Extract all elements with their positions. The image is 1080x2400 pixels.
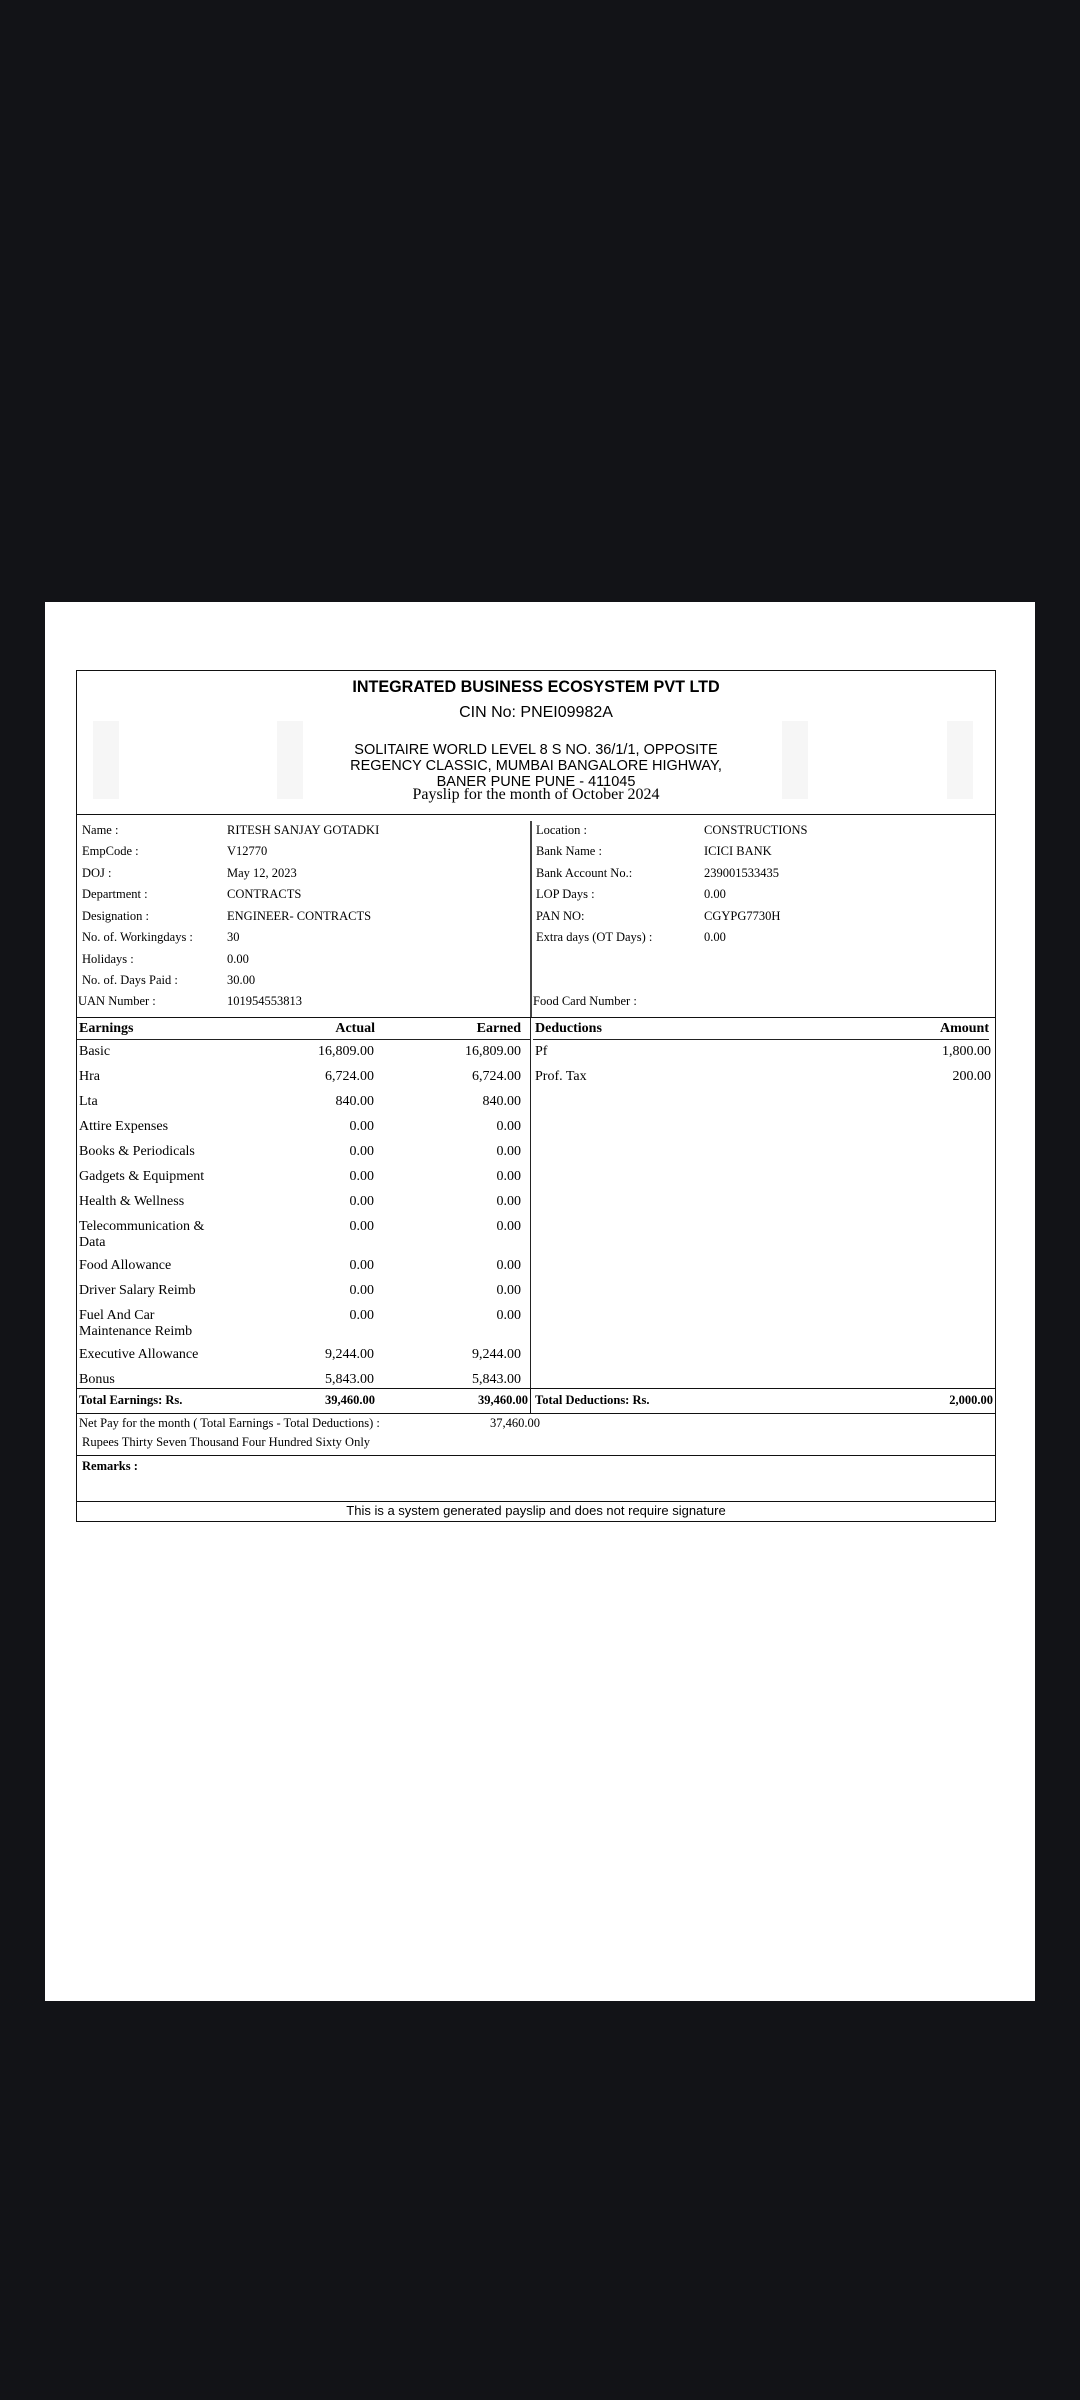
cin-number: CIN No: PNEI09982A [459, 704, 613, 721]
employee-field-label: EmpCode : [82, 844, 139, 858]
bank-field-row [536, 907, 986, 925]
earning-name: Telecommunication & Data [79, 1219, 205, 1250]
company-address [77, 742, 995, 790]
employee-field-value: V12770 [227, 844, 268, 858]
employee-field-label: No. of. Days Paid : [82, 973, 178, 987]
earning-actual: 0.00 [349, 1169, 374, 1184]
bank-field-row [536, 928, 986, 946]
net-pay-amount: 37,460.00 [490, 1416, 540, 1430]
earning-earned: 840.00 [482, 1094, 521, 1109]
bank-field-label: Location : [536, 823, 588, 837]
deductions-header-rule [533, 1039, 989, 1040]
total-earnings-label: Total Earnings: Rs. [79, 1393, 183, 1407]
footer-note: This is a system generated payslip and does not require signature [346, 1503, 726, 1518]
earning-name: Hra [79, 1069, 100, 1084]
employee-info [77, 815, 995, 1018]
total-earnings-actual: 39,460.00 [325, 1393, 375, 1407]
bank-field-row [536, 885, 986, 903]
earning-earned: 0.00 [496, 1194, 521, 1209]
earning-name: Books & Periodicals [79, 1144, 195, 1159]
employee-field-label: No. of. Workingdays : [82, 930, 193, 944]
employee-field-row [82, 842, 522, 860]
employee-field-label: Designation : [82, 909, 150, 923]
column-divider [530, 1018, 531, 1388]
bank-field-label: Food Card Number : [533, 994, 637, 1008]
earning-name: Driver Salary Reimb [79, 1283, 196, 1298]
employee-field-value: 30 [227, 930, 240, 944]
total-deductions-label: Total Deductions: Rs. [535, 1393, 650, 1407]
total-earnings-earned: 39,460.00 [478, 1393, 528, 1407]
employee-field-row [82, 907, 522, 925]
earning-earned: 0.00 [496, 1283, 521, 1298]
bank-field-value: 0.00 [704, 887, 726, 901]
earning-actual: 16,809.00 [318, 1044, 374, 1059]
earning-actual: 0.00 [349, 1283, 374, 1298]
bank-field-value: ICICI BANK [704, 844, 772, 858]
earning-actual: 0.00 [349, 1194, 374, 1209]
payslip [76, 670, 996, 1522]
bank-field-label: Bank Account No.: [536, 866, 633, 880]
address-line-2: REGENCY CLASSIC, MUMBAI BANGALORE HIGHWAY, [350, 758, 722, 774]
earning-earned: 9,244.00 [472, 1347, 521, 1362]
earning-name: Basic [79, 1044, 111, 1059]
total-deductions-amount: 2,000.00 [949, 1393, 993, 1407]
employee-field-label: Department : [82, 887, 148, 901]
earning-name: Attire Expenses [79, 1119, 169, 1134]
employee-field-label: Holidays : [82, 952, 134, 966]
earning-earned: 0.00 [496, 1258, 521, 1273]
earning-earned: 0.00 [496, 1169, 521, 1184]
totals-divider [530, 1389, 531, 1413]
employee-field-row [82, 885, 522, 903]
employee-field-value: RITESH SANJAY GOTADKI [227, 823, 380, 837]
earning-actual: 0.00 [349, 1119, 374, 1134]
totals-row [77, 1388, 995, 1414]
employee-field-row [82, 971, 522, 989]
employee-field-row [82, 950, 522, 968]
bank-field-value: 239001533435 [704, 866, 779, 880]
employee-field-value: 101954553813 [227, 994, 302, 1008]
address-line-3: BANER PUNE PUNE - 411045 [436, 774, 636, 790]
employee-field-row [82, 821, 522, 839]
bank-field-label: PAN NO: [536, 909, 585, 923]
earning-name: Health & Wellness [79, 1194, 185, 1209]
actual-header: Actual [335, 1021, 375, 1036]
earning-earned: 5,843.00 [472, 1372, 521, 1387]
employee-field-value: ENGINEER- CONTRACTS [227, 909, 372, 923]
earning-earned: 0.00 [496, 1119, 521, 1134]
remarks-label: Remarks : [82, 1459, 138, 1473]
employee-field-label: UAN Number : [78, 994, 156, 1008]
bank-field-value: 0.00 [704, 930, 726, 944]
earned-header: Earned [476, 1021, 521, 1036]
net-pay-label: Net Pay for the month ( Total Earnings - Total Deductions) : [79, 1416, 380, 1430]
earning-actual: 840.00 [335, 1094, 374, 1109]
earning-earned: 0.00 [496, 1219, 521, 1234]
earning-actual: 0.00 [349, 1258, 374, 1273]
payslip-title: Payslip for the month of October 2024 [412, 786, 660, 803]
deduction-name: Prof. Tax [535, 1069, 587, 1084]
earning-name: Executive Allowance [79, 1347, 199, 1362]
bank-field-row [533, 992, 983, 1010]
remarks-section [77, 1455, 995, 1502]
employee-field-row [82, 864, 522, 882]
earning-name: Bonus [79, 1372, 115, 1387]
deduction-amount: 1,800.00 [942, 1044, 991, 1059]
earning-name: Food Allowance [79, 1258, 172, 1273]
earning-actual: 6,724.00 [325, 1069, 374, 1084]
earning-name: Fuel And Car Maintenance Reimb [79, 1308, 193, 1339]
bank-field-label: LOP Days : [536, 887, 595, 901]
employee-field-row [82, 928, 522, 946]
earning-name: Lta [79, 1094, 98, 1109]
deductions-header: Deductions [535, 1021, 602, 1036]
bank-field-label: Bank Name : [536, 844, 602, 858]
deduction-amount: 200.00 [952, 1069, 991, 1084]
company-name: INTEGRATED BUSINESS ECOSYSTEM PVT LTD [352, 677, 720, 696]
employee-field-value: CONTRACTS [227, 887, 302, 901]
bank-field-row [536, 842, 986, 860]
amount-header: Amount [939, 1021, 989, 1036]
employee-field-value: 0.00 [227, 952, 249, 966]
employee-field-row [78, 992, 518, 1010]
earning-actual: 0.00 [349, 1144, 374, 1159]
employee-field-value: May 12, 2023 [227, 866, 297, 880]
document-page [45, 602, 1035, 2001]
earnings-header: Earnings [79, 1021, 134, 1036]
earning-name: Gadgets & Equipment [79, 1169, 205, 1184]
net-pay-section [77, 1412, 995, 1456]
bank-field-label: Extra days (OT Days) : [536, 930, 653, 944]
bank-field-value: CONSTRUCTIONS [704, 823, 808, 837]
earning-actual: 5,843.00 [325, 1372, 374, 1387]
earnings-deductions-table [77, 1018, 995, 1521]
earning-actual: 0.00 [349, 1219, 374, 1234]
earning-earned: 6,724.00 [472, 1069, 521, 1084]
earning-actual: 0.00 [349, 1308, 374, 1323]
bank-field-row [536, 864, 986, 882]
address-line-1: SOLITAIRE WORLD LEVEL 8 S NO. 36/1/1, OPPOSITE [354, 742, 718, 758]
bank-field-row [536, 821, 986, 839]
earning-earned: 0.00 [496, 1308, 521, 1323]
info-divider [530, 821, 532, 1017]
earning-earned: 16,809.00 [465, 1044, 521, 1059]
deduction-name: Pf [535, 1044, 548, 1059]
net-pay-in-words: Rupees Thirty Seven Thousand Four Hundred Sixty Only [82, 1435, 371, 1449]
employee-field-label: Name : [82, 823, 119, 837]
earning-earned: 0.00 [496, 1144, 521, 1159]
employee-field-label: DOJ : [82, 866, 112, 880]
employee-field-value: 30.00 [227, 973, 256, 987]
bank-field-value: CGYPG7730H [704, 909, 781, 923]
payslip-header [77, 671, 995, 815]
earning-actual: 9,244.00 [325, 1347, 374, 1362]
earnings-header-rule [77, 1039, 530, 1040]
